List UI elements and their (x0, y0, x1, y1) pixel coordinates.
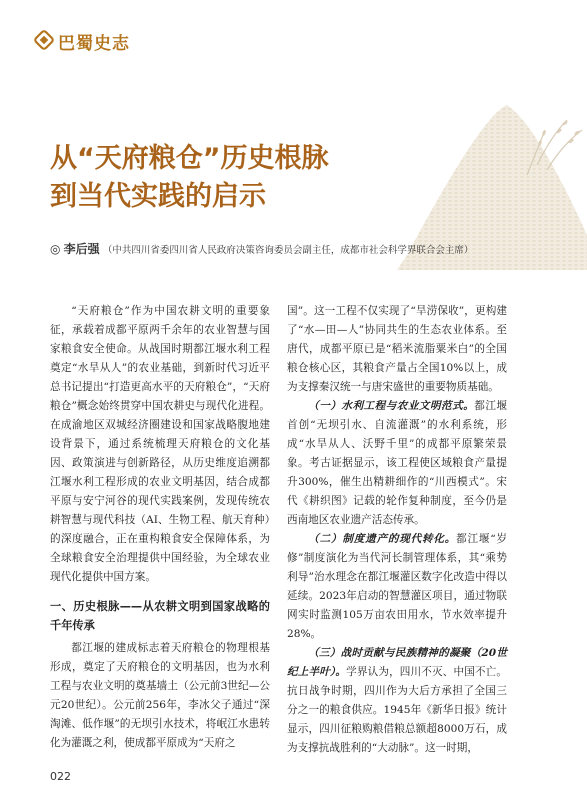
subsection-1 (287, 397, 507, 530)
subsection-1-heading: （一）水利工程与农业文明范式。 (308, 400, 475, 412)
subsection-2 (287, 530, 507, 644)
subsection-1-text: 都江堰首创“无坝引水、自流灌溉”的水利系统，形成“水旱从人、沃野千里”的成都平原繁荣景象。考古证据显示，该工程使区域粮食产量提升300%，催生出精耕细作的“川西模式”。宋代《耕织图》记载的轮作复种制度，至今仍是西南地区农业遗产活态传承。 (287, 400, 508, 526)
subsection-3-text: 学界认为，四川不灭、中国不亡。抗日战争时期，四川作为大后方承担了全国三分之一的粮食供应。1945年《新华日报》统计显示，四川征粮购粮借粮总额超8000万石，成为支撑抗战胜利的“大动脉”。这一时期， (287, 666, 508, 754)
left-column (50, 302, 270, 753)
author-mark: ◎ (50, 242, 61, 256)
magazine-title: 巴蜀史志 (58, 34, 130, 54)
subsection-2-heading: （二）制度遗产的现代转化。 (308, 533, 457, 545)
article-title (50, 140, 329, 216)
section-1-paragraph: 都江堰的建成标志着天府粮仓的物理根基形成，奠定了天府粮仓的文明基因，也为水利工程与农业文明的奠基墙土（公元前3世纪—公元20世纪）。公元前256年，李冰父子通过“深淘滩、低作堰”的无坝引水技术，将岷江水患转化为灌溉之利，使成都平原成为“天府之 (50, 642, 270, 749)
intro-paragraph: “天府粮仓”作为中国农耕文明的重要象征，承载着成都平原两千余年的农业智慧与国家粮食安全使命。从战国时期都江堰水利工程奠定“水旱从人”的农业基础，到新时代习近平总书记提出“打造更高水平的天府粮仓”，“天府粮仓”概念始终贯穿中国农耕史与现代化进程。在成渝地区双城经济圈建设和国家战略腹地建设背景下，通过系统梳理天府粮仓的文化基因、政策演进与创新路径，从历史维度追溯都江堰水利工程形成的农业文明基因，结合成都平原与安宁河谷的现代实践案例，发现传统农耕智慧与现代科技（AI、生物工程、航天育种）的深度融合，正在重构粮食安全保障体系，为全球粮食安全治理提供中国经验，为全球农业现代化提供中国方案。 (50, 305, 270, 583)
page-number: 022 (50, 770, 71, 783)
continued-paragraph: 国”。这一工程不仅实现了“旱涝保收”，更构建了“水—田—人”协同共生的生态农业体系。至唐代，成都平原已是“稻米流脂粟米白”的全国粮仓核心区，其粮食产量占全国10%以上，成为支撑秦汉统一与唐宋盛世的重要物质基础。 (287, 305, 507, 393)
section-1-heading: 一、历史根脉——从农耕文明到国家战略的千年传承 (50, 600, 270, 632)
title-line-1: 从“天府粮仓”历史根脉 (50, 143, 329, 174)
subsection-2-text: 都江堰“岁修”制度演化为当代河长制管理体系，其“乘势利导”治水理念在都江堰灌区数字化改造中得以延续。2023年启动的智慧灌区项目，通过物联网实时监测105万亩农田用水，节水效率提升28%。 (287, 533, 507, 640)
title-line-2: 到当代实践的启示 (50, 181, 266, 212)
author-byline (50, 240, 570, 257)
author-name: 李后强 (63, 242, 100, 256)
author-affiliation: （中共四川省委四川省人民政府决策咨询委员会副主任，成都市社会科学界联合会主席） (102, 245, 474, 256)
chinese-knot-icon (34, 30, 54, 50)
subsection-3 (287, 644, 507, 758)
right-column (287, 302, 507, 758)
subsection-3-heading: （三）战时贡献与民族精神的凝聚（20世纪上半叶）。 (287, 647, 507, 678)
